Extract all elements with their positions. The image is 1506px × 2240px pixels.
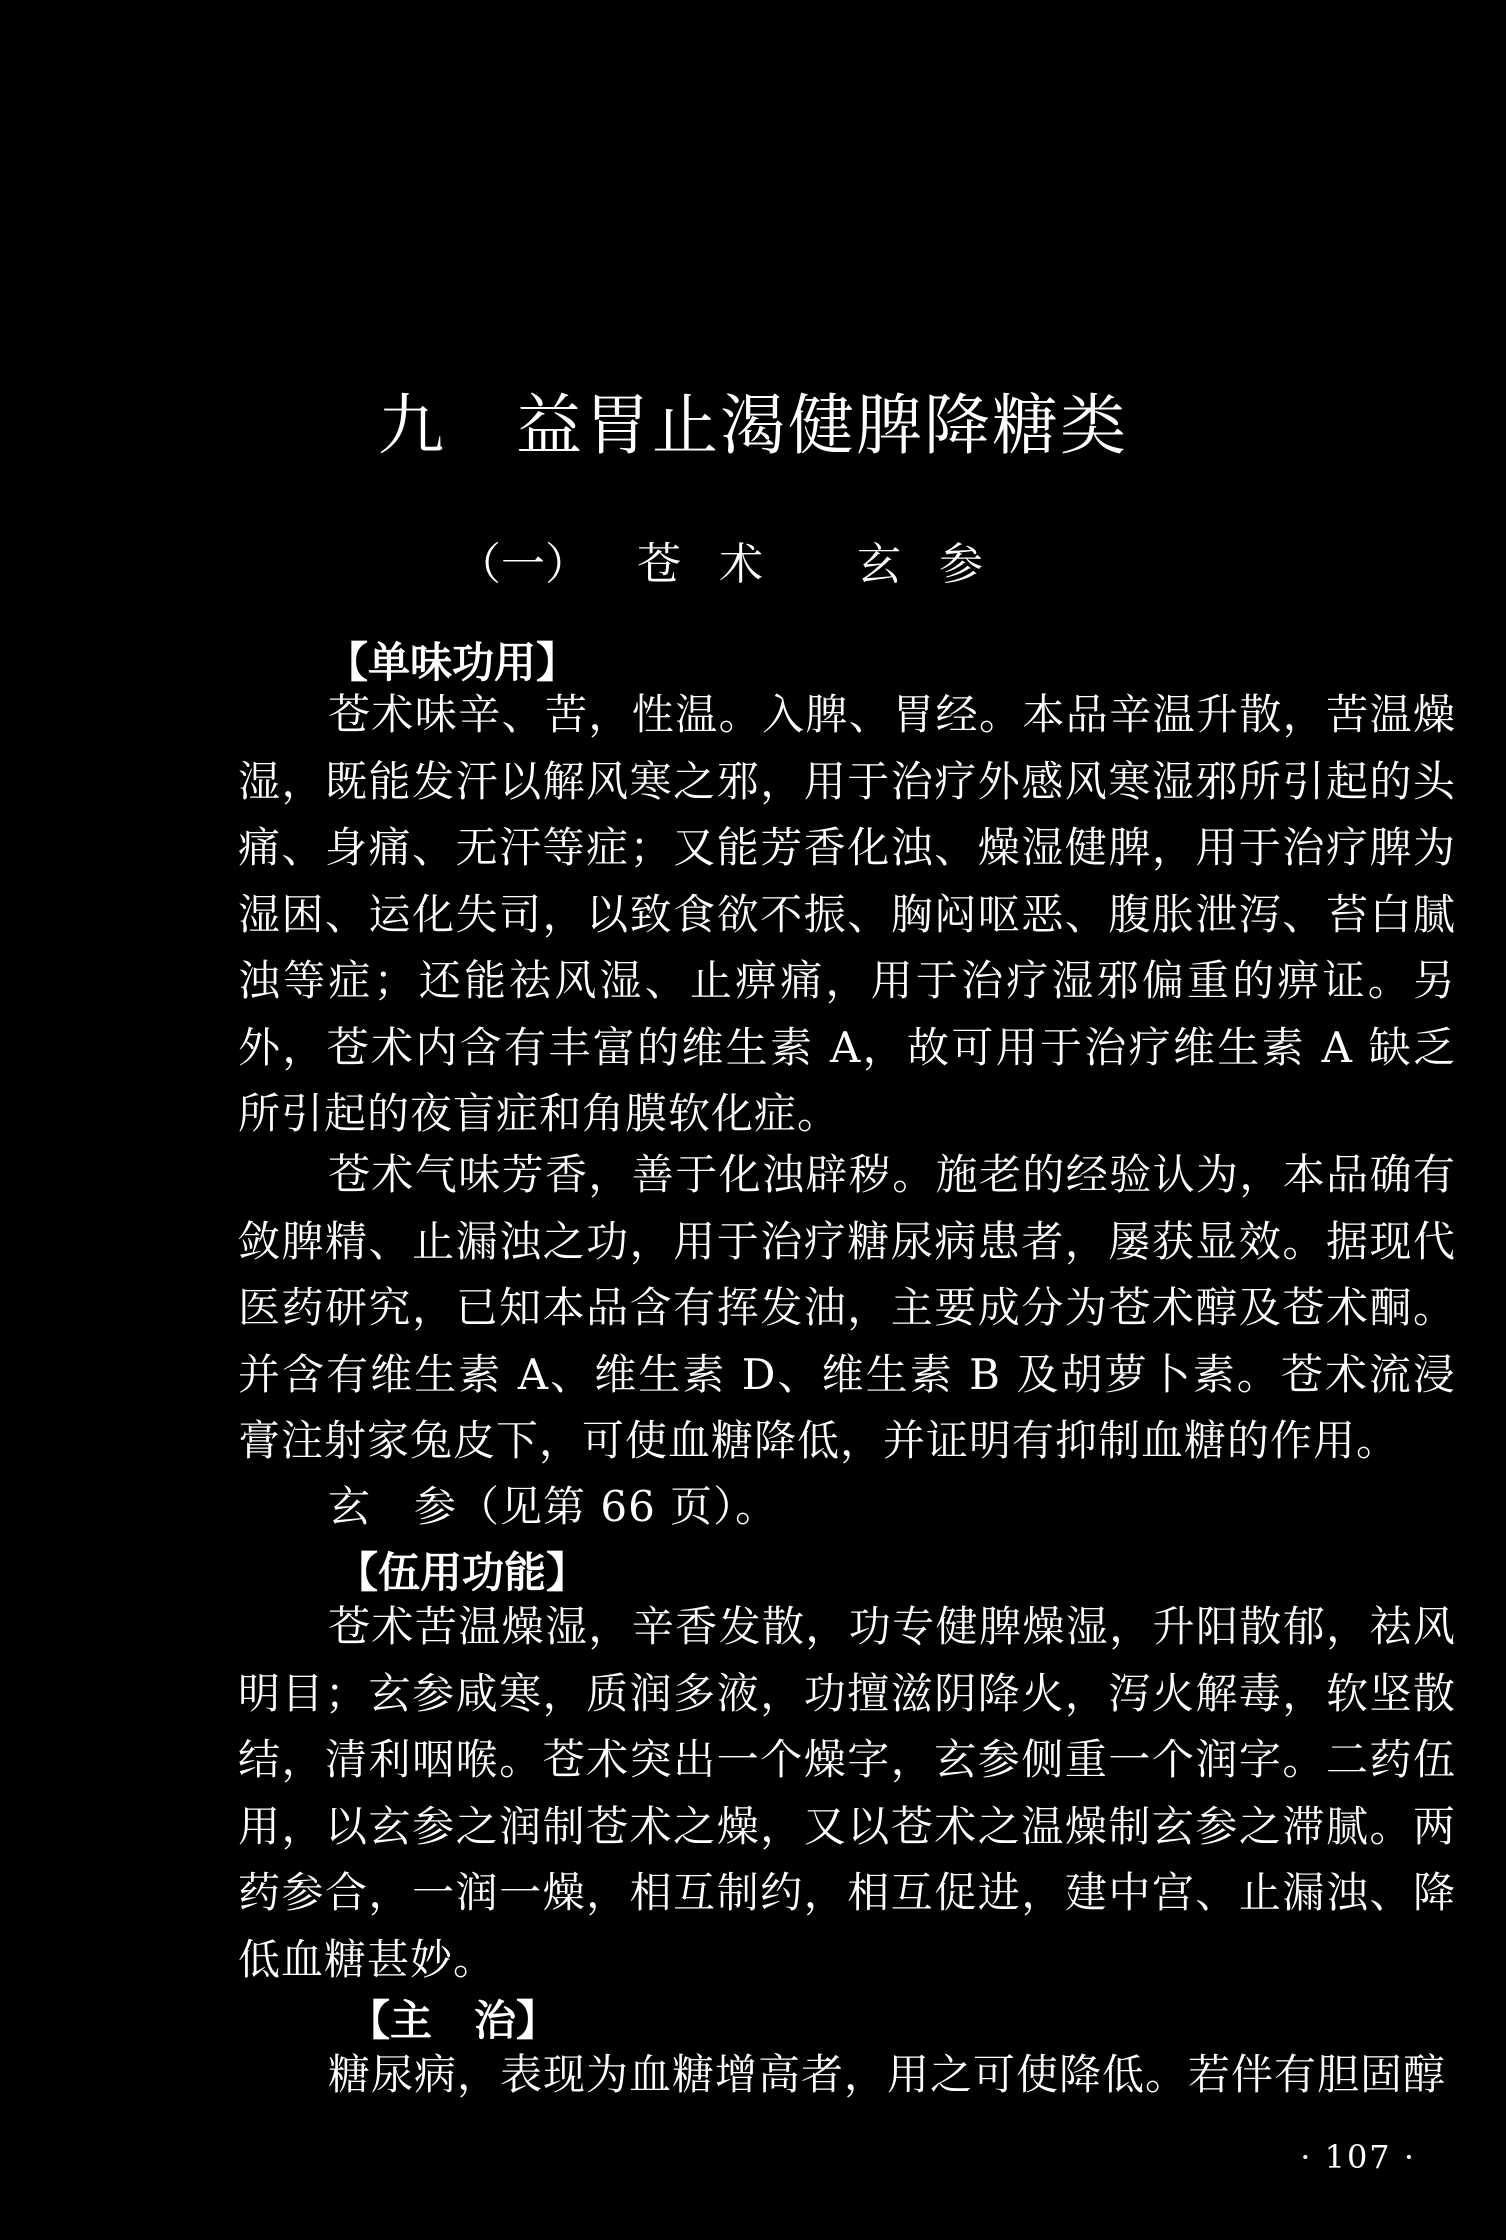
chapter-number: 九 [378, 387, 446, 464]
heading-combined-function: 【伍用功能】 [336, 1548, 589, 1597]
page-number: · 107 · [1300, 2138, 1416, 2176]
chapter-name: 益胃止渴健脾降糖类 [516, 387, 1128, 464]
heading-indication: 【主 治】 [348, 1996, 559, 2045]
section-herb-1: 苍术 [637, 539, 801, 590]
chapter-title [0, 372, 1506, 467]
heading-single-function: 【单味功用】 [326, 638, 579, 687]
section-prefix: （一） [457, 539, 589, 590]
paragraph-combined-function: 苍术苦温燥湿，辛香发散，功专健脾燥湿，升阳散郁，祛风明目；玄参咸寒，质润多液，功擅滋阴降火，泻火解毒，软坚散结，清利咽喉。苍术突出一个燥字，玄参侧重一个润字。二药伍用，以玄参之润制苍术之燥，又以苍术之温燥制玄参之滞腻。两药参合，一润一燥，相互制约，相互促进，建中宫、止漏浊、降低血糖甚妙。 [238, 1602, 1456, 1984]
paragraph-single-function-2: 苍术气味芳香，善于化浊辟秽。施老的经验认为，本品确有敛脾精、止漏浊之功，用于治疗糖尿病患者，屡获显效。据现代医药研究，已知本品含有挥发油，主要成分为苍术醇及苍术酮。并含有维生素 A、维生素 D、维生素 B 及胡萝卜素。苍术流浸膏注射家兔皮下，可使血糖降低，并证明有抑制血糖的作用。 [238, 1150, 1456, 1465]
section-herb-2: 玄参 [857, 539, 1021, 590]
paragraph-xuanshen-reference: 玄 参（见第 66 页）。 [328, 1482, 779, 1531]
paragraph-single-function-1: 苍术味辛、苦，性温。入脾、胃经。本品辛温升散，苦温燥湿，既能发汗以解风寒之邪，用于治疗外感风寒湿邪所引起的头痛、身痛、无汗等症；又能芳香化浊、燥湿健脾，用于治疗脾为湿困、运化失司，以致食欲不振、胸闷呕恶、腹胀泄泻、苔白腻浊等症；还能祛风湿、止痹痛，用于治疗湿邪偏重的痹证。另外，苍术内含有丰富的维生素 A，故可用于治疗维生素 A 缺乏所引起的夜盲症和角膜软化症。 [238, 690, 1456, 1138]
section-title [0, 528, 1506, 592]
paragraph-indication: 糖尿病，表现为血糖增高者，用之可使降低。若伴有胆固醇 [328, 2050, 1447, 2099]
